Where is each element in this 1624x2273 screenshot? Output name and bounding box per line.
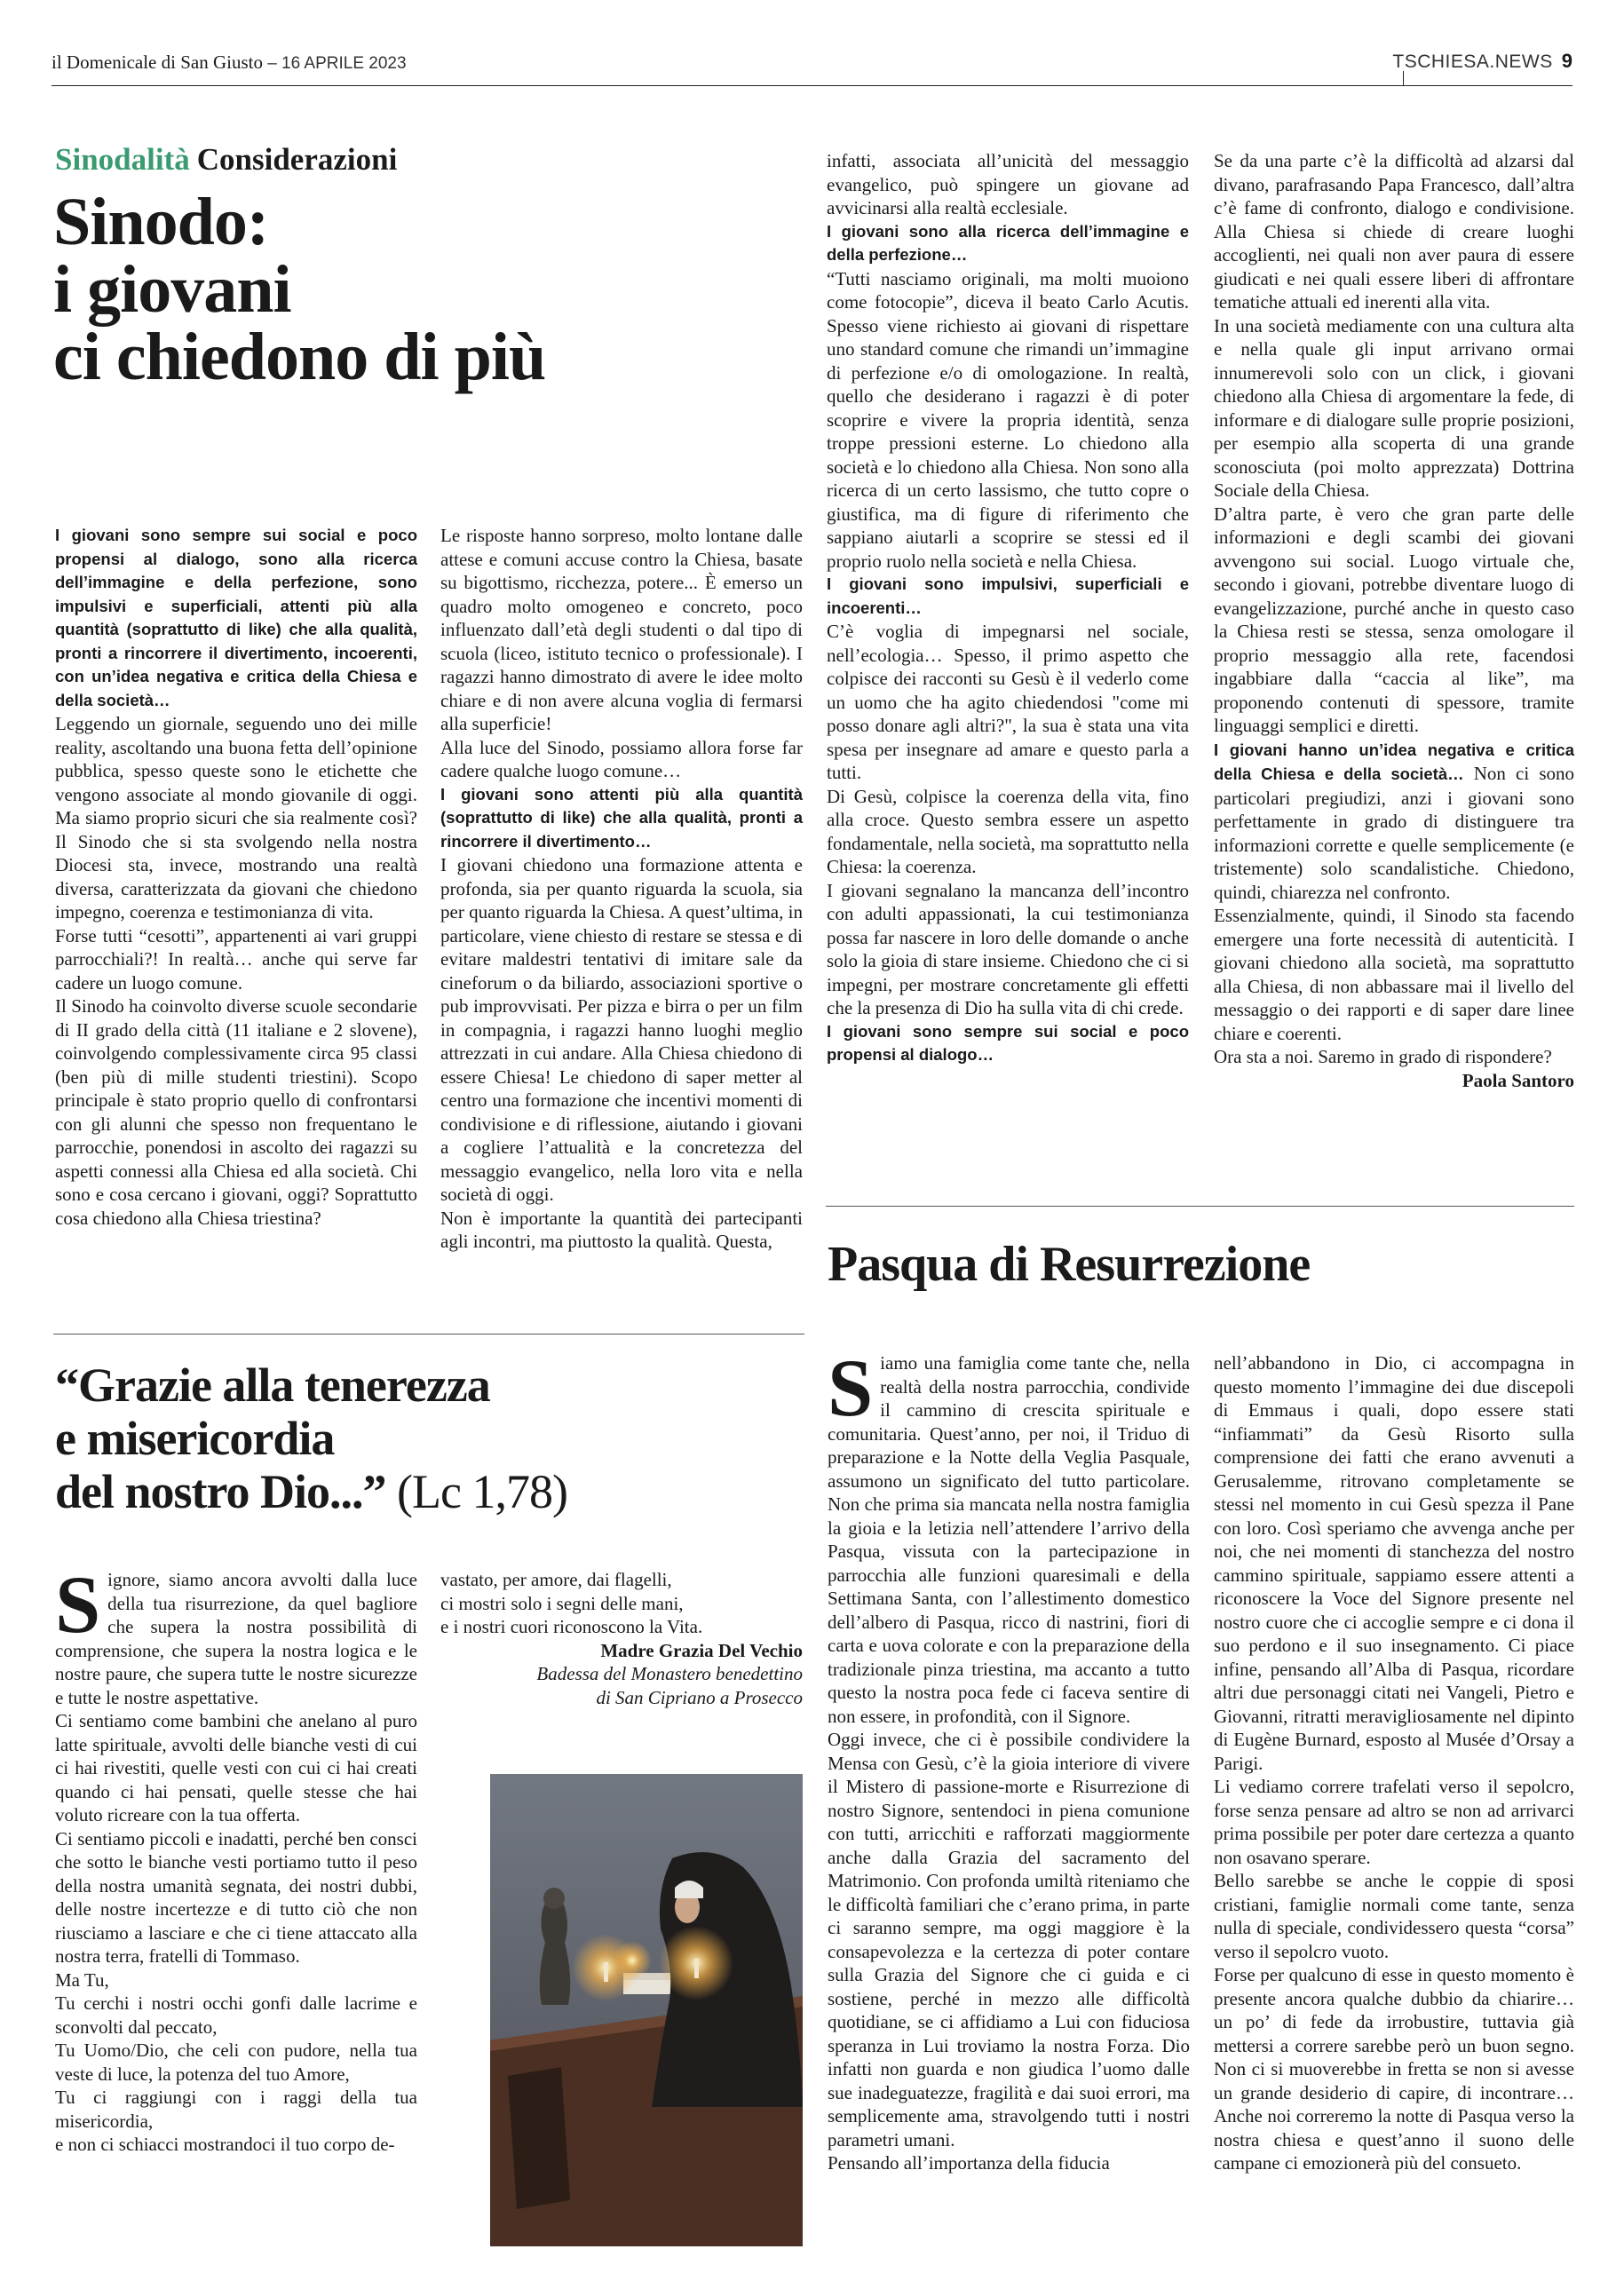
paragraph: nell’abbandono in Dio, ci accompagna in questo momento l’immagine dei due discepoli di Emmaus i quali, dopo essere stati “infiammati” da Gesù Risorto sulla comprensione dei fatti che erano avvenuti a Gerusalemme, ritrovano completamente se stessi nel momento in cui Gesù spezza il Pane con loro. Così speriamo che avvenga anche per noi, che nei momenti di stanchezza del nostro cammino spirituale, sappiamo essere attenti a riconoscere la Voce del Signore presente nel nostro cuore che ci accoglie sempre e ci dona il suo perdono e il suo insegnamento. Ci piace infine, pensando all’Alba di Pasqua, ricordare altri due personaggi citati nei Vangeli, Pietro e Giovanni, ritratti meravigliosamente nel dipinto di Eugène Burnard, esposto al Musée d’Orsay a Parigi. xyxy=(1214,1352,1574,1774)
title-line: Sinodo: xyxy=(53,185,269,259)
paragraph: Bello sarebbe se anche le coppie di sposi cristiani, famiglie normali come tante, senza nulla di speciale, condividessero questa “corsa” verso il sepolcro vuoto. xyxy=(1214,1870,1574,1962)
kicker-topic: Considerazioni xyxy=(196,142,398,177)
article-title xyxy=(53,185,817,394)
article-lead: I giovani sono sempre sui social e poco propensi al dialogo, sono alla ricerca dell’immagine e della perfezione, sono impulsivi e superficiali, attenti più alla quantità (soprattutto di like) che alla qualità, pronti a rincorrere il divertimento, incoerenti, con un’idea negativa e critica della Chiesa e della società… xyxy=(55,526,417,709)
issue-date: 16 APRILE 2023 xyxy=(281,54,407,73)
title-text: del nostro Dio...” xyxy=(55,1465,386,1518)
paragraph: In una società mediamente con una cultura alta e nella quale gli input arrivano ormai innumerevoli solo con un click, i giovani chiedono alla Chiesa di argomentare la fede, di informare e di dialogare sulle proprie posizioni, per esempio alla scoperta di una grande sconosciuta (poi molto apprezzata) Dottrina Sociale della Chiesa. xyxy=(1214,314,1574,501)
header-divider-tick xyxy=(1403,71,1404,85)
prayer-column-1 xyxy=(55,1559,417,2157)
paragraph: infatti, associata all’unicità del messaggio evangelico, può spingere un giovane ad avvicinarsi alla realtà ecclesiale. xyxy=(827,150,1189,218)
paragraph: Il Sinodo ha coinvolto diverse scuole secondarie di II grado della città (11 italiane e 2 slovene), coinvolgendo complessivamente circa 95 classi (ben più di mille studenti triestini). Scopo principale è stato proprio quello di confrontarsi con gli alunni che spesso non frequentano le parrocchie, ponendosi in ascolto dei ragazzi su aspetti connessi alla Chiesa ed alla società. Chi sono e cosa cercano i giovani, oggi? Soprattutto cosa chiedono alla Chiesa triestina? xyxy=(55,995,417,1229)
paragraph-text: Non ci sono particolari pregiudizi, anzi i giovani sono perfettamente in grado di distinguere tra informazioni corrette e quelle semplicemente (e tristemente) solo scandalistiche. Chiedono, quindi, chiarezza nel confronto. xyxy=(1214,763,1574,903)
prayer-title xyxy=(55,1358,819,1518)
verse-line: ci mostri solo i segni delle mani, xyxy=(440,1592,684,1614)
paragraph-with-subheading xyxy=(1214,738,1574,905)
drop-cap: S xyxy=(828,1342,874,1433)
site-name: TSCHIESA.NEWS xyxy=(1392,51,1553,72)
paragraph: Le risposte hanno sorpreso, molto lontane dalle attese e comuni accuse contro la Chiesa, basate su bigottismo, ricchezza, potere... È emerso un quadro molto omogeneo e concreto, poco influenzato dall’età degli studenti o dal tipo di scuola (liceo, istituto tecnico o professionale). I ragazzi hanno dimostrato di avere le idee molto chiare e di non avere alcuna voglia di fermarsi alla superficie! xyxy=(440,525,803,734)
paragraph: I giovani segnalano la mancanza dell’incontro con adulti appassionati, la cui testimonianza possa far nascere in loro delle domande o anche solo la gioia di stare insieme. Chiedono che ci si impegni, per mostrare concretamente gli effetti che la presenza di Dio ha sulla vita di chi crede. xyxy=(827,879,1189,1018)
paragraph: Forse tutti “cesotti”, appartenenti ai vari gruppi parrocchiali?! In realtà… anche qui serve far cadere un luogo comune. xyxy=(55,924,417,994)
article-column-3 xyxy=(827,149,1189,1067)
title-line: “Grazie alla tenerezza xyxy=(55,1358,490,1412)
paragraph: Ci sentiamo piccoli e inadatti, perché ben consci che sotto le bianche vesti portiamo tutto il peso della nostra umanità segnata, dei nostri dubbi, delle nostre incertezze e di tutto ciò che non riusciamo a lasciare e che ci tiene attaccato alla nostra terra, fratelli di Tommaso. xyxy=(55,1827,417,1967)
paragraph: Forse per qualcuno di esse in questo momento è presente ancora qualche dubbio da chiarire… un po’ di fede da irrobustire, tuttavia già mettersi a correre sarebbe però un buon segno. Non ci si muoverebbe in fretta se non si avesse un grande desiderio di capire, di incontrare… Anche noi correremo la notte di Pasqua verso la nostra chiesa e quest’anno il suono delle campane ci emozionerà più del consueto. xyxy=(1214,1964,1574,2174)
section-rule xyxy=(826,1206,1574,1207)
title-line xyxy=(55,1465,819,1518)
publication-name: il Domenicale di San Giusto xyxy=(51,51,263,73)
header-publication xyxy=(51,51,407,74)
scripture-reference: (Lc 1,78) xyxy=(397,1465,567,1518)
verse-line: vastato, per amore, dai flagelli, xyxy=(440,1569,672,1590)
subheading: I giovani sono impulsivi, superficiali e incoerenti… xyxy=(827,574,1189,617)
paragraph: Tu cerchi i nostri occhi gonfi dalle lacrime e sconvolti dal peccato, xyxy=(55,1992,417,2038)
paragraph: Leggendo un giornale, seguendo uno dei mille reality, ascoltando una buona fetta dell’opinione pubblica, spesso queste sono le etichette che vengono associate al mondo giovanile di oggi. Ma siamo proprio sicuri che sia realmente così? Il Sinodo che si sta svolgendo nella nostra Diocesi sta, invece, mostrando una realtà diversa, caratterizzata da giovani che chiedono impegno, coerenza e testimonianza di vita. xyxy=(55,713,417,923)
paragraph: D’altra parte, è vero che gran parte delle informazioni e degli scambi dei giovani avvengono sui social. Luogo virtuale che, secondo i giovani, potrebbe diventare luogo di evangelizzazione, purché anche in questo caso la Chiesa resti se stessa, senza omologare il proprio messaggio alla rete, facendosi ingabbiare dalla “caccia al like”, ma proponendo contenuti di spessore, tramite linguaggi semplici e diretti. xyxy=(1214,503,1574,736)
paragraph: Pensando all’importanza della fiducia xyxy=(828,2152,1110,2174)
header-rule xyxy=(51,85,1573,86)
pasqua-column-1 xyxy=(828,1342,1190,2175)
article-column-2 xyxy=(440,524,803,1254)
paragraph xyxy=(828,1342,1190,1728)
header-site xyxy=(1392,50,1573,73)
title-line: ci chiedono di più xyxy=(53,320,546,394)
paragraph: Ora sta a noi. Saremo in grado di rispondere? xyxy=(1214,1046,1552,1067)
paragraph: Non è importante la quantità dei partecipanti agli incontri, ma piuttosto la qualità. Questa, xyxy=(440,1207,803,1252)
article-kicker xyxy=(55,142,397,178)
paragraph xyxy=(55,1559,417,1709)
article-column-4 xyxy=(1214,149,1574,1092)
article-column-1 xyxy=(55,524,417,1230)
subheading: I giovani sono attenti più alla quantità (soprattutto di like) che alla qualità, pronti a rincorrere il divertimento… xyxy=(440,784,803,851)
title-line: i giovani xyxy=(53,252,291,327)
kicker-section: Sinodalità xyxy=(55,142,190,177)
paragraph: Oggi invece, che ci è possibile condividere la Mensa con Gesù, c’è la gioia interiore di vivere il Mistero di passione-morte e Risurrezione di nostro Signore, sentendoci in piena comunione con tutti, arricchiti e rafforzati maggiormente anche dalla Grazia del sacramento del Matrimonio. Con profonda umiltà riteniamo che le difficoltà familiari che c’erano prima, in parte ci saranno sempre, ma oggi maggiore è la consapevolezza e la certezza di poter contare sulla Grazia del Signore che ci guida e ci sostiene, perché in mezzo alle difficoltà quotidiane, se ci affidiamo a Lui con fiduciosa speranza in Lui troviamo la nostra Forza. Dio infatti non guarda e non giudica l’uomo dalle sue inadeguatezze, fragilità e dai suoi errori, ma semplicemente ama, stravolgendo tutti i nostri parametri umani. xyxy=(828,1729,1190,2150)
paragraph: “Tutti nasciamo originali, ma molti muoiono come fotocopie”, diceva il beato Carlo Acutis. Spesso viene richiesto ai giovani di rispettare uno standard comune che rimandi un’immagine di perfezione e/o di omologazione. In realtà, quello che desiderano i ragazzi è di poter scoprire e vivere la propria identità, senza troppe pressioni esterne. Lo chiedono alla società e lo chiedono alla Chiesa. Non sono alla ricerca di un certo lassismo, che tutto copre o giustifica, ma di figure di riferimento che sappiano aiutarli a scoprire se stessi ed il proprio ruolo nella società e nella Chiesa. xyxy=(827,267,1189,572)
paragraph: e non ci schiacci mostrandoci il tuo corpo de- xyxy=(55,2134,395,2155)
photo-illustration xyxy=(490,1774,803,2246)
paragraph: C’è voglia di impegnarsi nel sociale, nell’ecologia… Spesso, il primo aspetto che colpisce dei racconti su Gesù è il vederlo come un uomo che ha agito chiedendosi "come mi posso donare agli altri?", la sua è stata una vita spesa per insegnare ad amare e questo parla a tutti. xyxy=(827,621,1189,783)
date-separator: – xyxy=(267,54,277,73)
paragraph: Alla luce del Sinodo, possiamo allora forse far cadere qualche luogo comune… xyxy=(440,736,803,781)
prayer-column-2 xyxy=(440,1568,803,1709)
author-role: Badessa del Monastero benedettino xyxy=(536,1663,803,1684)
drop-cap: S xyxy=(55,1559,101,1650)
paragraph-text: iamo una famiglia come tante che, nella realtà della nostra parrocchia, condivide il cammino di crescita spirituale e comunitaria. Quest’anno, per noi, il Triduo di preparazione e la Notte della Veglia Pasquale, assumono un significato del tutto particolare. Non che prima sia mancata nella nostra famiglia la gioia e la letizia nell’attendere l’arrivo della Pasqua, vissuta con la partecipazione in parrocchia alle funzioni quaresimali e della Settimana Santa, con l’allestimento domestico dell’albero di Pasqua, ricco di nastrini, fiori di carta e uova colorate e con la preparazione della tradizionale pinza triestina, ma accanto a tutto questo la nostra poca fede ci faceva sentire di non essere, in profondità, con il Signore. xyxy=(828,1352,1190,1727)
subheading: I giovani sono alla ricerca dell’immagine e della perfezione… xyxy=(827,221,1189,264)
title-line: e misericordia xyxy=(55,1412,335,1465)
paragraph: Tu ci raggiungi con i raggi della tua misericordia, xyxy=(55,2087,417,2132)
paragraph: Di Gesù, colpisce la coerenza della vita, fino alla croce. Questo sembra essere un aspetto fondamentale, nella società, ma soprattutto nella Chiesa: la coerenza. xyxy=(827,785,1189,877)
paragraph: Li vediamo correre trafelati verso il sepolcro, forse senza pensare ad altro se non ad arrivarci prima possibile per poter dare certezza a quanto non osavano sperare. xyxy=(1214,1776,1574,1868)
paragraph: Se da una parte c’è la difficoltà ad alzarsi dal divano, parafrasando Papa Francesco, dall’altra c’è fame di confronto, dialogo e condivisione. Alla Chiesa si chiede di creare luoghi accoglienti, nei quali non aver paura di essere giudicati e nei quali essere liberi di affrontare tematiche attuali ed inerenti alla vita. xyxy=(1214,150,1574,313)
paragraph: Ma Tu, xyxy=(55,1968,109,1991)
paragraph: Ci sentiamo come bambini che anelano al puro latte spirituale, avvolti delle bianche vesti di cui ci hai rivestiti, quelle vesti con cui ci hai creati quando ci hai pensati, quelle stesse che hai voluto ricreare con la tua offerta. xyxy=(55,1710,417,1826)
pasqua-column-2 xyxy=(1214,1351,1574,2175)
pasqua-article-title: Pasqua di Resurrezione xyxy=(828,1237,1311,1292)
photo-nun-candlelight xyxy=(490,1774,803,2246)
paragraph: I giovani chiedono una formazione attenta e profonda, sia per quanto riguarda la scuola, sia per quanto riguarda la Chiesa. A quest’ultima, in particolare, viene chiesto di restare se stessa e di evitare maldestri tentativi di imitare sale da cineforum o da biliardo, associazioni sportive o pub improvvisati. Per pizza e birra o per un film in compagnia, i ragazzi hanno luoghi meglio attrezzati in cui andare. Alla Chiesa chiedono di essere Chiesa! Le chiedono di saper metter al centro una formazione che incentivi momenti di condivisione e di riflessione, aiutando i giovani a cogliere l’attualità e la concretezza del messaggio evangelico, nella loro vita e nella società di oggi. xyxy=(440,854,803,1205)
prayer-author: Madre Grazia Del Vechio xyxy=(600,1639,803,1661)
paragraph: Tu Uomo/Dio, che celi con pudore, nella tua veste di luce, la potenza del tuo Amore, xyxy=(55,2039,417,2085)
author-signature: Paola Santoro xyxy=(1462,1069,1574,1091)
subheading: I giovani hanno un’idea negativa e critica della Chiesa e della società… xyxy=(1214,740,1574,783)
verse-line: e i nostri cuori riconoscono la Vita. xyxy=(440,1616,703,1637)
paragraph: Essenzialmente, quindi, il Sinodo sta facendo emergere una forte necessità di autenticità. I giovani chiedono alla società, ma soprattutto alla Chiesa, di non abbassare mai il livello del messaggio o dei rapporti e di saper dare linee chiare e coerenti. xyxy=(1214,905,1574,1044)
author-place: di San Cipriano a Prosecco xyxy=(596,1686,803,1708)
paragraph-text: ignore, siamo ancora avvolti dalla luce della tua risurrezione, da quel bagliore che supera la nostra possibilità di comprensione, che supera la nostra logica e le nostre paure, che supera tutte le nostre sicurezze e tutte le nostre aspettative. xyxy=(55,1569,417,1708)
subheading: I giovani sono sempre sui social e poco propensi al dialogo… xyxy=(827,1021,1189,1064)
page-number: 9 xyxy=(1561,50,1573,72)
